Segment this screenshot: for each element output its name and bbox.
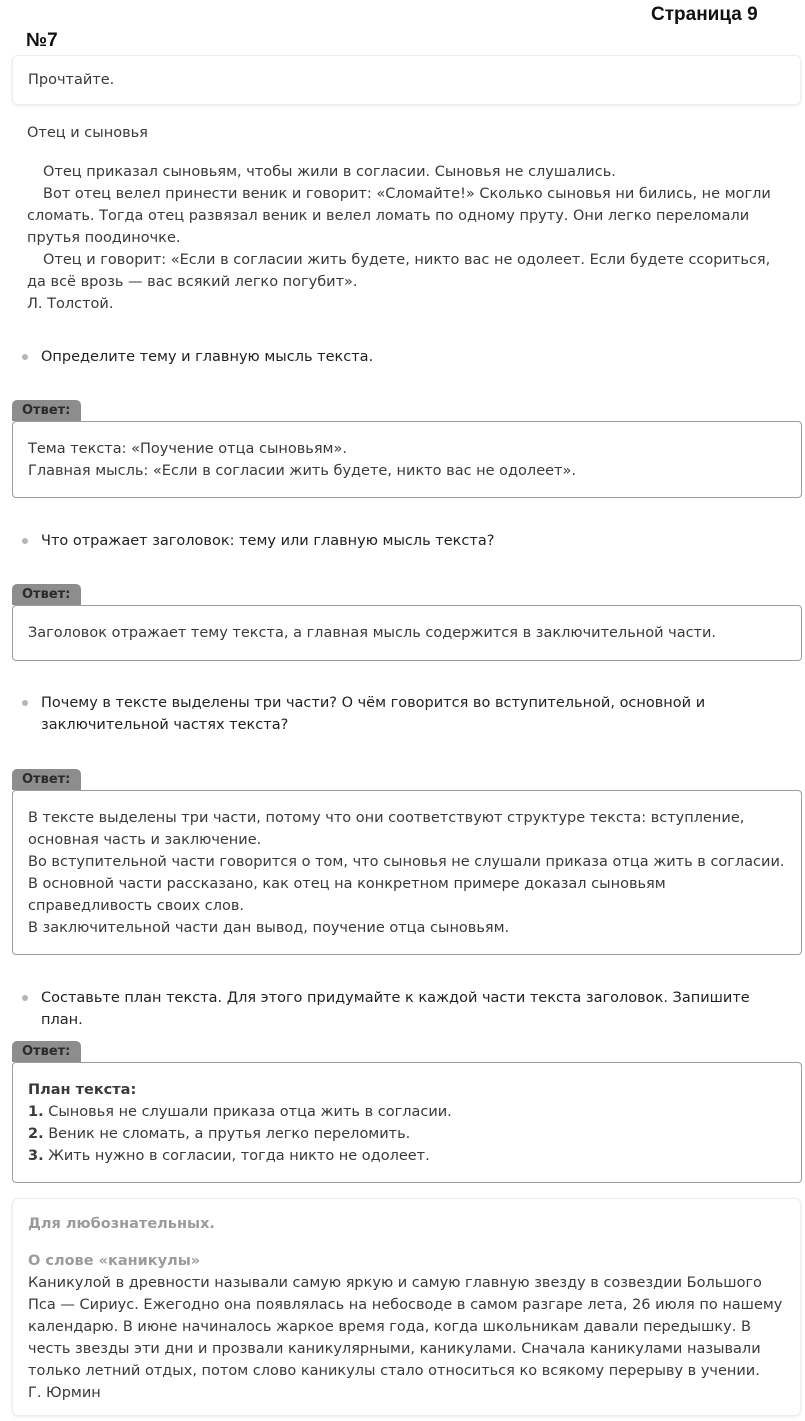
plan-item-number: 3. [28,1148,44,1164]
plan-item [28,1145,786,1167]
answer-line: Главная мысль: «Если в согласии жить будете, никто вас не одолеет». [28,463,576,479]
bullet-icon [22,354,28,360]
curious-card [12,1198,801,1416]
bullet-icon [22,538,28,544]
answer-tag: Ответ: [12,769,81,790]
curious-subheading: О слове «каникулы» [28,1253,201,1269]
question-text: Что отражает заголовок: тему или главную мысль текста? [41,533,495,549]
answer-tag: Ответ: [12,1041,81,1062]
question-item [22,987,792,1031]
question-item [22,692,792,736]
answer-box [12,790,802,955]
answer-line: Тема текста: «Поучение отца сыновьям». [28,441,347,457]
answer-tag: Ответ: [12,400,81,421]
page-number: Страница 9 [651,4,758,25]
question-item [22,346,792,368]
answer-line: Заголовок отражает тему текста, а главная мысль содержится в заключительной части. [28,625,717,641]
task-number: №7 [26,30,58,51]
answer-box [12,421,802,498]
story-block [27,122,792,315]
question-text: Определите тему и главную мысль текста. [41,349,374,365]
answer-line: Во вступительной части говорится о том, что сыновья не слушали приказа отца жить в согласии. [28,854,785,870]
story-paragraph: Вот отец велел принести веник и говорит: «Сломайте!» Сколько сыновья ни бились, не могли сломать. Тогда отец развязал веник и велел ломать по одному пруту. Они легко переломали прутья поодиночке. [27,186,771,246]
instruction-card [12,55,801,105]
curious-body: Каникулой в древности называли самую яркую и самую главную звезду в созвездии Большого Пса — Сириус. Ежегодно она появлялась на небосводе в самом разгаре лета, 26 июля по нашему календарю. В июне начиналось жаркое время года, когда школьникам давали передышку. В честь звезды эти дни и прозвали каникулярными, каникулами. Сначала каникулами называли только летний отдых, потом слово каникулы стало относиться ко всякому перерыву в учении. [28,1275,783,1379]
question-item [22,530,792,552]
curious-author: Г. Юрмин [28,1385,101,1401]
plan-item-text: Сыновья не слушали приказа отца жить в согласии. [48,1104,452,1120]
story-author: Л. Толстой. [27,296,114,312]
story-paragraph: Отец приказал сыновьям, чтобы жили в согласии. Сыновья не слушались. [43,164,616,180]
bullet-icon [22,700,28,706]
story-title: Отец и сыновья [27,125,148,141]
plan-item-number: 2. [28,1126,44,1142]
answer-line: В тексте выделены три части, потому что они соответствуют структуре текста: вступление, основная часть и заключение. [28,810,745,848]
curious-heading: Для любознательных. [28,1216,215,1232]
plan-item [28,1101,786,1123]
answer-tag: Ответ: [12,584,81,605]
plan-title: План текста: [28,1082,137,1098]
instruction-text: Прочтайте. [28,72,115,88]
question-text: Составьте план текста. Для этого придумайте к каждой части текста заголовок. Запишите план. [41,990,750,1028]
answer-line: В заключительной части дан вывод, поучение отца сыновьям. [28,920,510,936]
plan-item-number: 1. [28,1104,44,1120]
bullet-icon [22,995,28,1001]
answer-box [12,1062,802,1183]
question-text: Почему в тексте выделены три части? О чём говорится во вступительной, основной и заключительной частях текста? [41,695,706,733]
answer-box [12,605,802,661]
plan-item-text: Веник не сломать, а прутья легко переломить. [48,1126,411,1142]
plan-item [28,1123,786,1145]
answer-line: В основной части рассказано, как отец на конкретном примере доказал сыновьям справедливость своих слов. [28,876,666,914]
plan-item-text: Жить нужно в согласии, тогда никто не одолеет. [48,1148,430,1164]
story-paragraph: Отец и говорит: «Если в согласии жить будете, никто вас не одолеет. Если будете ссориться, да всё врозь — вас всякий легко погубит». [27,252,771,290]
